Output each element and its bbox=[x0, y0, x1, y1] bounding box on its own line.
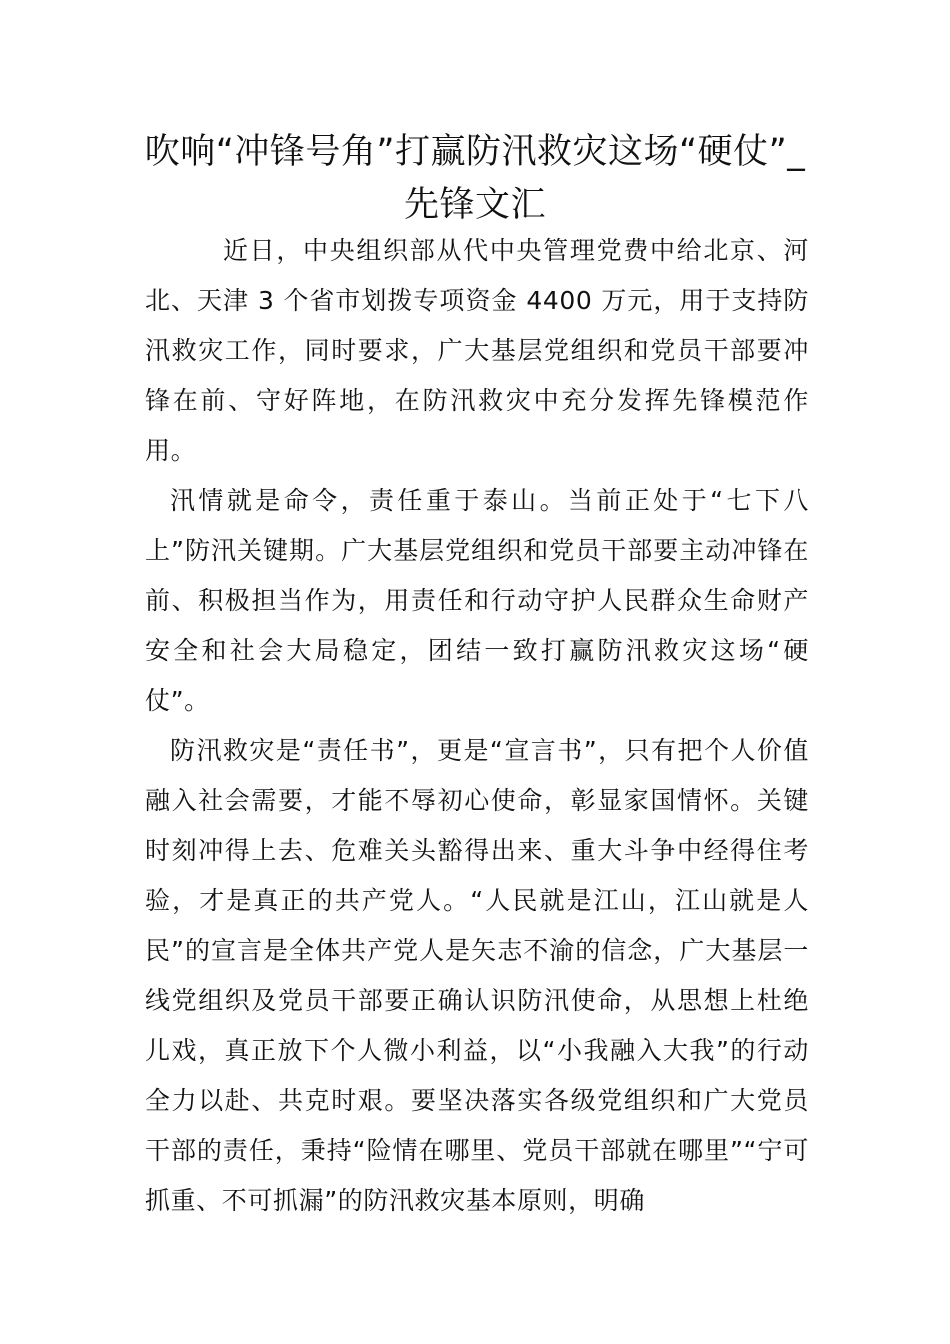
paragraph-2: 汛情就是命令，责任重于泰山。当前正处于“七下八上”防汛关键期。广大基层党组织和党员干部要主动冲锋在前、积极担当作为，用责任和行动守护人民群众生命财产安全和社会大局稳定，团结一致打赢防汛救灾这场“硬仗”。 bbox=[145, 486, 809, 715]
document-title: 吹响“冲锋号角”打赢防汛救灾这场“硬仗”_先锋文汇 bbox=[144, 132, 806, 225]
paragraph-3: 防汛救灾是“责任书”，更是“宣言书”，只有把个人价值融入社会需要，才能不辱初心使命，彰显家国情怀。关键时刻冲得上去、危难关头豁得出来、重大斗争中经得住考验，才是真正的共产党人。“人民就是江山，江山就是人民”的宣言是全体共产党人是矢志不渝的信念，广大基层一线党组织及党员干部要正确认识防汛使命，从思想上杜绝儿戏，真正放下个人微小利益，以“小我融入大我”的行动全力以赴、共克时艰。要坚决落实各级党组织和广大党员干部的责任，秉持“险情在哪里、党员干部就在哪里”“宁可抓重、不可抓漏”的防汛救灾基本原则，明确 bbox=[145, 736, 809, 1215]
document-body bbox=[145, 226, 809, 1226]
paragraph-1: 近日，中央组织部从代中央管理党费中给北京、河北、天津 3 个省市划拨专项资金 4400 万元，用于支持防汛救灾工作，同时要求，广大基层党组织和党员干部要冲锋在前、守好阵地，在防汛救灾中充分发挥先锋模范作用。 bbox=[145, 236, 809, 465]
